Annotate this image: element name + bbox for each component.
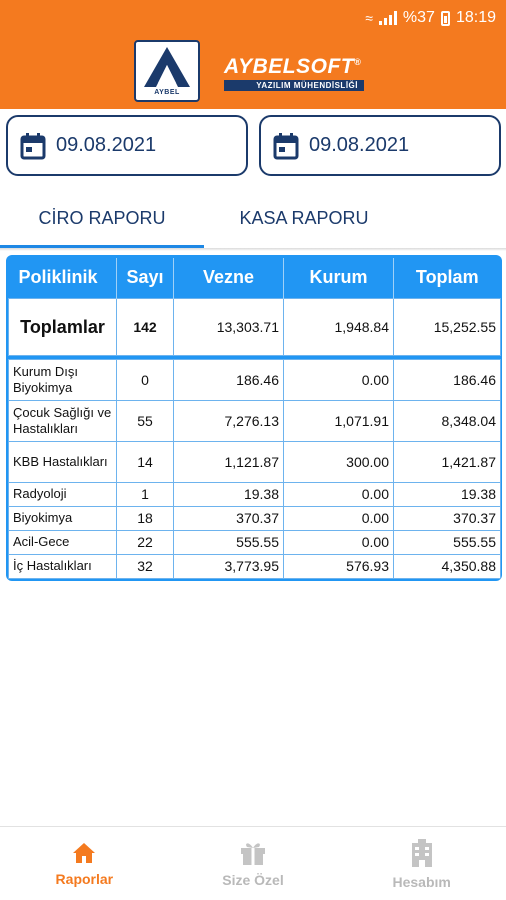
- table-row[interactable]: [9, 530, 501, 554]
- row-toplam: 4,350.88: [394, 554, 501, 578]
- row-count: 18: [117, 506, 174, 530]
- row-kurum: 1,071.91: [284, 400, 394, 441]
- totals-label: Toplamlar: [9, 298, 117, 355]
- nav-raporlar-label: Raporlar: [55, 870, 114, 887]
- logo-text: AYBEL: [154, 89, 180, 96]
- table-row[interactable]: [9, 506, 501, 530]
- row-toplam: 19.38: [394, 482, 501, 506]
- bottom-navigation: [0, 826, 506, 900]
- brand-tagline: YAZILIM MÜHENDİSLİĞİ: [224, 80, 364, 91]
- brand-wordmark: [224, 55, 364, 91]
- row-toplam: 8,348.04: [394, 400, 501, 441]
- totals-toplam: 15,252.55: [394, 298, 501, 355]
- table-row[interactable]: [9, 441, 501, 482]
- table-row[interactable]: [9, 400, 501, 441]
- row-kurum: 0.00: [284, 530, 394, 554]
- nav-size-ozel-label: Size Özel: [222, 871, 284, 888]
- end-date-field[interactable]: [259, 115, 501, 176]
- tab-ciro-raporu[interactable]: CİRO RAPORU: [0, 188, 204, 248]
- battery-percent: %37: [402, 9, 435, 26]
- row-kurum: 300.00: [284, 441, 394, 482]
- row-name: KBB Hastalıkları: [9, 441, 117, 482]
- wifi-icon: ≈: [365, 10, 373, 26]
- row-name: Acil-Gece: [9, 530, 117, 554]
- nav-size-ozel[interactable]: [169, 827, 338, 900]
- row-kurum: 0.00: [284, 482, 394, 506]
- calendar-icon: [271, 132, 301, 160]
- row-name: Kurum Dışı Biyokimya: [9, 359, 117, 400]
- column-header-toplam: Toplam: [394, 258, 501, 298]
- totals-vezne: 13,303.71: [174, 298, 284, 355]
- row-count: 14: [117, 441, 174, 482]
- tab-kasa-raporu[interactable]: KASA RAPORU: [239, 207, 369, 228]
- building-icon: [409, 838, 435, 868]
- nav-hesabim-label: Hesabım: [392, 873, 451, 890]
- row-count: 55: [117, 400, 174, 441]
- battery-icon: [441, 11, 450, 26]
- row-vezne: 555.55: [174, 530, 284, 554]
- row-vezne: 370.37: [174, 506, 284, 530]
- gift-icon: [239, 840, 267, 866]
- report-table: [6, 255, 502, 581]
- row-name: İç Hastalıkları: [9, 554, 117, 578]
- nav-raporlar[interactable]: [0, 827, 169, 900]
- row-name: Çocuk Sağlığı ve Hastalıkları: [9, 400, 117, 441]
- nav-hesabim[interactable]: [337, 827, 506, 900]
- calendar-icon: [18, 132, 48, 160]
- row-count: 1: [117, 482, 174, 506]
- home-icon: [71, 841, 97, 865]
- clock: 18:19: [455, 9, 496, 26]
- row-name: Radyoloji: [9, 482, 117, 506]
- row-toplam: 1,421.87: [394, 441, 501, 482]
- table-row[interactable]: [9, 554, 501, 578]
- start-date-value: 09.08.2021: [56, 134, 157, 156]
- aybel-logo: [134, 40, 200, 102]
- row-count: 22: [117, 530, 174, 554]
- row-toplam: 186.46: [394, 359, 501, 400]
- status-bar: [365, 7, 496, 29]
- totals-row: [9, 298, 501, 355]
- row-count: 0: [117, 359, 174, 400]
- brand-name: AYBELSOFT: [224, 55, 355, 78]
- row-kurum: 0.00: [284, 359, 394, 400]
- logo-mark-icon: [142, 45, 192, 89]
- row-vezne: 7,276.13: [174, 400, 284, 441]
- row-vezne: 19.38: [174, 482, 284, 506]
- row-toplam: 370.37: [394, 506, 501, 530]
- tab-divider: [0, 248, 506, 251]
- end-date-value: 09.08.2021: [309, 134, 410, 156]
- trademark-symbol: ®: [354, 57, 362, 67]
- column-header-sayi: Sayı: [117, 258, 174, 298]
- signal-icon: [379, 11, 397, 25]
- row-toplam: 555.55: [394, 530, 501, 554]
- start-date-field[interactable]: [6, 115, 248, 176]
- table-row[interactable]: [9, 482, 501, 506]
- row-name: Biyokimya: [9, 506, 117, 530]
- column-header-vezne: Vezne: [174, 258, 284, 298]
- row-vezne: 186.46: [174, 359, 284, 400]
- row-vezne: 3,773.95: [174, 554, 284, 578]
- column-header-poliklinik: Poliklinik: [18, 267, 98, 288]
- report-tabs: [0, 188, 506, 248]
- table-row[interactable]: [9, 359, 501, 400]
- row-kurum: 576.93: [284, 554, 394, 578]
- app-header: [0, 0, 506, 109]
- row-count: 32: [117, 554, 174, 578]
- totals-kurum: 1,948.84: [284, 298, 394, 355]
- column-header-kurum: Kurum: [284, 258, 394, 298]
- table-header-row: [9, 258, 501, 298]
- row-vezne: 1,121.87: [174, 441, 284, 482]
- totals-count: 142: [117, 298, 174, 355]
- row-kurum: 0.00: [284, 506, 394, 530]
